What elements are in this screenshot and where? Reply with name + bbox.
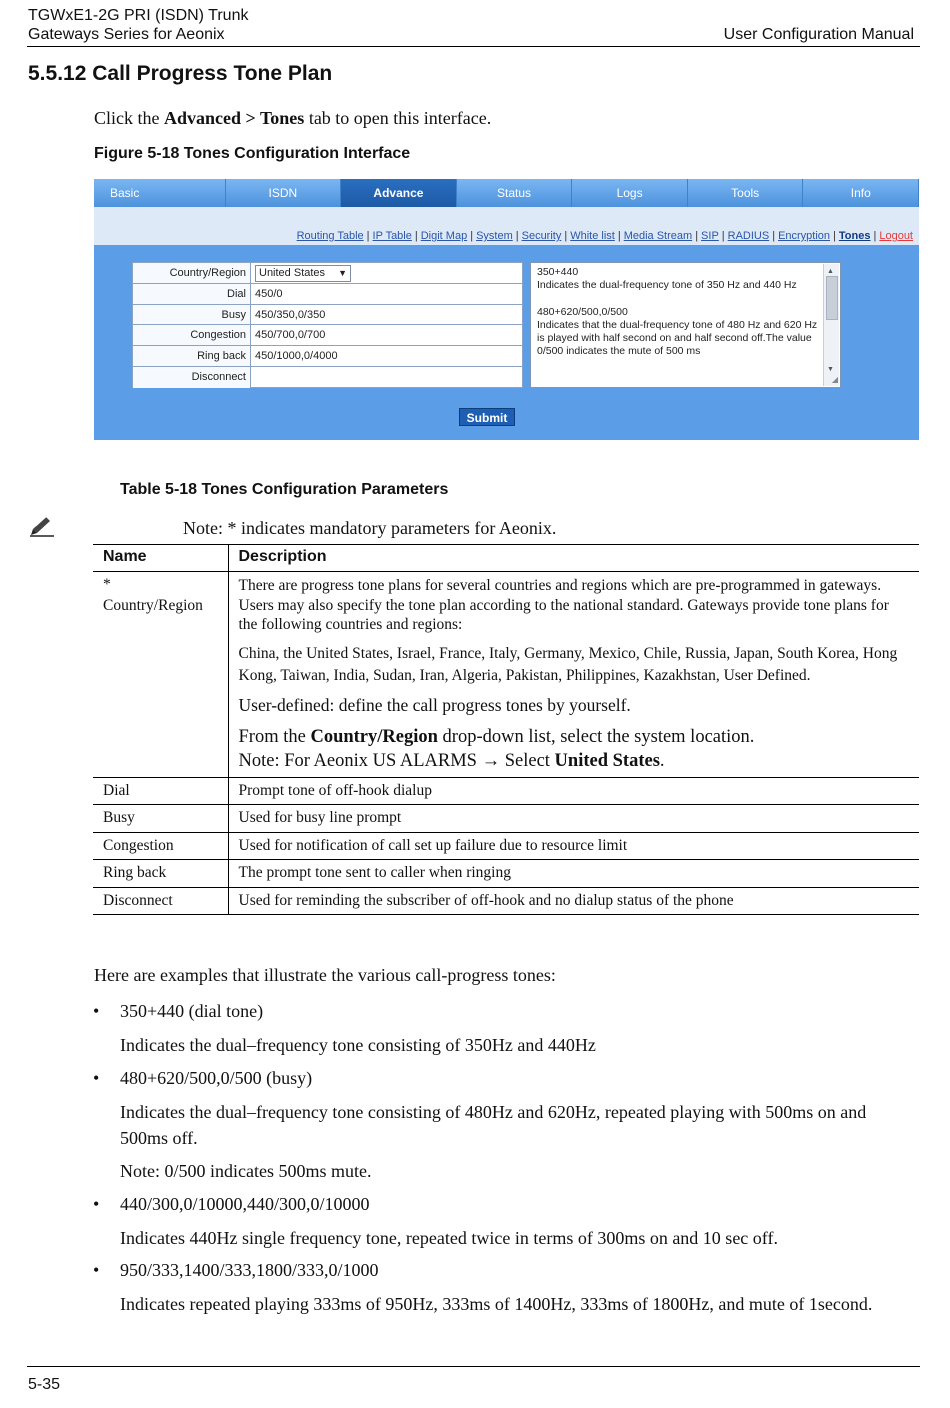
- scroll-thumb[interactable]: [826, 276, 838, 320]
- example-desc: Indicates the dual–frequency tone consisting of 350Hz and 440Hz: [120, 1035, 596, 1055]
- param-name: Busy: [93, 805, 228, 833]
- table-row: [93, 860, 919, 888]
- text-run: drop-down list, select the system location.: [437, 726, 755, 747]
- text-run: From the: [238, 726, 311, 747]
- text-run: Note: For Aeonix US ALARMS: [238, 750, 482, 771]
- textarea-scrollbar[interactable]: [823, 264, 839, 386]
- example-desc: Indicates repeated playing 333ms of 950Hz, 333ms of 1400Hz, 333ms of 1800Hz, and mute of 1second.: [120, 1294, 873, 1314]
- scroll-up-icon[interactable]: ▲: [827, 268, 834, 275]
- table-row: [93, 777, 919, 805]
- table-row: [93, 832, 919, 860]
- link-tones[interactable]: Tones: [838, 230, 871, 242]
- form-row-disconnect: [133, 367, 522, 388]
- link-media-stream[interactable]: Media Stream: [623, 230, 693, 242]
- example-desc: Indicates the dual–frequency tone consisting of 480Hz and 620Hz, repeated playing with 500ms on and 500ms off.: [120, 1102, 867, 1148]
- form-row-ringback: [133, 346, 522, 367]
- country-label: Country/Region: [133, 263, 251, 283]
- resize-grip-icon[interactable]: ◢: [831, 374, 838, 384]
- country-select-value: United States: [259, 267, 326, 279]
- table-row: [93, 805, 919, 833]
- header-product-line: TGWxE1-2G PRI (ISDN) Trunk: [28, 7, 249, 24]
- busy-input[interactable]: 450/350,0/350: [255, 308, 326, 321]
- param-desc: Used for busy line prompt: [228, 805, 919, 833]
- congestion-label: Congestion: [133, 325, 251, 345]
- header-divider: [27, 46, 920, 47]
- param-name: Country/Region: [103, 597, 203, 614]
- bullet-icon: •: [93, 1068, 100, 1088]
- tab-status[interactable]: Status: [457, 179, 573, 207]
- form-row-dial: [133, 284, 522, 305]
- disconnect-input[interactable]: [251, 367, 522, 388]
- link-sip[interactable]: SIP: [701, 230, 719, 242]
- example-code: 950/333,1400/333,1800/333,0/1000: [120, 1260, 379, 1280]
- congestion-input[interactable]: 450/700,0/700: [255, 329, 326, 342]
- figure-caption: Figure 5-18 Tones Configuration Interface: [94, 145, 411, 162]
- desc-line: Indicates the dual-frequency tone of 350 Hz and 440 Hz: [537, 279, 797, 292]
- desc-line: 480+620/500,0/500: [537, 305, 628, 318]
- tab-info[interactable]: Info: [803, 179, 919, 207]
- scroll-down-icon[interactable]: ▼: [827, 365, 834, 373]
- form-row-busy: [133, 305, 522, 326]
- link-encryption[interactable]: Encryption: [778, 230, 831, 242]
- param-desc: Used for notification of call set up failure due to resource limit: [228, 832, 919, 860]
- bullet-icon: •: [93, 1001, 100, 1021]
- col-header-name: Name: [93, 545, 228, 572]
- link-separator: |: [721, 230, 725, 242]
- dial-label: Dial: [133, 284, 251, 304]
- link-separator: |: [414, 230, 418, 242]
- country-desc-p5: [239, 749, 912, 777]
- example-code: 350+440 (dial tone): [120, 1001, 264, 1021]
- link-separator: |: [617, 230, 621, 242]
- param-name: Ring back: [93, 860, 228, 888]
- table-row: [93, 572, 919, 778]
- link-ip-table[interactable]: IP Table: [372, 230, 412, 242]
- link-separator: |: [366, 230, 370, 242]
- example-note: Note: 0/500 indicates 500ms mute.: [120, 1161, 372, 1181]
- intro-text-bold: Advanced > Tones: [164, 108, 305, 128]
- table-caption: Table 5-18 Tones Configuration Parameters: [120, 481, 449, 498]
- bullet-icon: •: [93, 1194, 100, 1214]
- mandatory-mark: *: [103, 576, 111, 593]
- intro-paragraph: [94, 108, 491, 129]
- mandatory-note: Note: * indicates mandatory parameters for Aeonix.: [183, 518, 557, 538]
- param-desc: The prompt tone sent to caller when ringing: [228, 860, 919, 888]
- country-desc-p2: China, the United States, Israel, France, Italy, Germany, Mexico, Chile, Russia, Japan, South Korea, Hong Kong, Taiwan, India, Sudan, Iran, Algeria, Pakistan, Philippines, Kazakhstan, User Defined.: [238, 644, 898, 684]
- link-separator: |: [772, 230, 776, 242]
- table-header-row: [93, 545, 919, 572]
- text-run-bold: Country/Region: [310, 726, 438, 747]
- table-row: [93, 887, 919, 915]
- tone-description-textarea[interactable]: [530, 262, 841, 388]
- top-nav-bar: [94, 179, 919, 207]
- param-desc: Prompt tone of off-hook dialup: [228, 777, 919, 805]
- tab-advance[interactable]: Advance: [341, 179, 457, 207]
- busy-label: Busy: [133, 305, 251, 325]
- tones-form: [132, 262, 523, 388]
- link-routing-table[interactable]: Routing Table: [296, 230, 364, 242]
- tones-config-screenshot: [94, 179, 919, 440]
- tab-logs[interactable]: Logs: [572, 179, 688, 207]
- link-digit-map[interactable]: Digit Map: [420, 230, 468, 242]
- link-radius[interactable]: RADIUS: [727, 230, 770, 242]
- param-name: Disconnect: [93, 887, 228, 915]
- sub-nav-links: [94, 207, 919, 245]
- desc-line: 350+440: [537, 266, 579, 278]
- header-manual-title: User Configuration Manual: [723, 26, 914, 43]
- link-white-list[interactable]: White list: [570, 230, 615, 242]
- form-row-country: [133, 263, 522, 284]
- link-logout[interactable]: Logout: [879, 230, 913, 242]
- examples-intro: Here are examples that illustrate the various call-progress tones:: [94, 965, 556, 985]
- text-run: .: [659, 750, 665, 771]
- link-separator: |: [470, 230, 474, 242]
- tab-tools[interactable]: Tools: [688, 179, 804, 207]
- submit-button[interactable]: Submit: [459, 408, 515, 426]
- text-run-bold: United States: [554, 750, 660, 771]
- country-desc-p4: [239, 725, 912, 749]
- country-select[interactable]: [255, 265, 351, 282]
- ringback-input[interactable]: 450/1000,0/4000: [255, 350, 338, 363]
- link-security[interactable]: Security: [521, 230, 562, 242]
- country-desc-p3: User-defined: define the call progress tones by yourself.: [238, 694, 631, 715]
- text-run: Select: [500, 750, 555, 771]
- section-title: 5.5.12 Call Progress Tone Plan: [28, 62, 333, 85]
- link-system[interactable]: System: [476, 230, 513, 242]
- link-separator: |: [564, 230, 568, 242]
- param-name: Congestion: [93, 832, 228, 860]
- example-code: 480+620/500,0/500 (busy): [120, 1068, 313, 1088]
- parameters-table: [93, 544, 919, 915]
- link-separator: |: [873, 230, 877, 242]
- example-code: 440/300,0/10000,440/300,0/10000: [120, 1194, 370, 1214]
- disconnect-label: Disconnect: [133, 367, 251, 388]
- intro-text-pre: Click the: [94, 108, 164, 128]
- param-desc: Used for reminding the subscriber of off-hook and no dialup status of the phone: [228, 887, 919, 915]
- param-name: Dial: [93, 777, 228, 805]
- dial-input[interactable]: 450/0: [255, 287, 283, 300]
- pencil-note-icon: [28, 513, 56, 537]
- example-desc: Indicates 440Hz single frequency tone, repeated twice in terms of 300ms on and 10 sec off.: [120, 1228, 778, 1248]
- arrow-right-icon: →: [481, 750, 501, 771]
- bullet-icon: •: [93, 1260, 100, 1280]
- tab-isdn[interactable]: ISDN: [226, 179, 342, 207]
- country-desc-p1: There are progress tone plans for several countries and regions which are pre-programmed in gateways. Users may also specify the tone plan according to the national standard. Gateways provide tone plans for the following countries and regions:: [238, 577, 889, 633]
- form-row-congestion: [133, 325, 522, 346]
- desc-line: Indicates that the dual-frequency tone of 480 Hz and 620 Hz is played with half second on and half second off.The value 0/500 indicates the mute of 500 ms: [537, 318, 818, 358]
- col-header-description: Description: [228, 545, 919, 572]
- link-separator: |: [833, 230, 836, 242]
- header-series-line: Gateways Series for Aeonix: [28, 26, 225, 43]
- link-separator: |: [695, 230, 699, 242]
- intro-text-post: tab to open this interface.: [304, 108, 492, 128]
- footer-divider: [27, 1366, 920, 1367]
- chevron-down-icon: ▼: [338, 268, 347, 278]
- tab-basic[interactable]: Basic: [94, 179, 226, 207]
- ringback-label: Ring back: [133, 346, 251, 366]
- page-number: 5-35: [28, 1376, 61, 1393]
- link-separator: |: [515, 230, 519, 242]
